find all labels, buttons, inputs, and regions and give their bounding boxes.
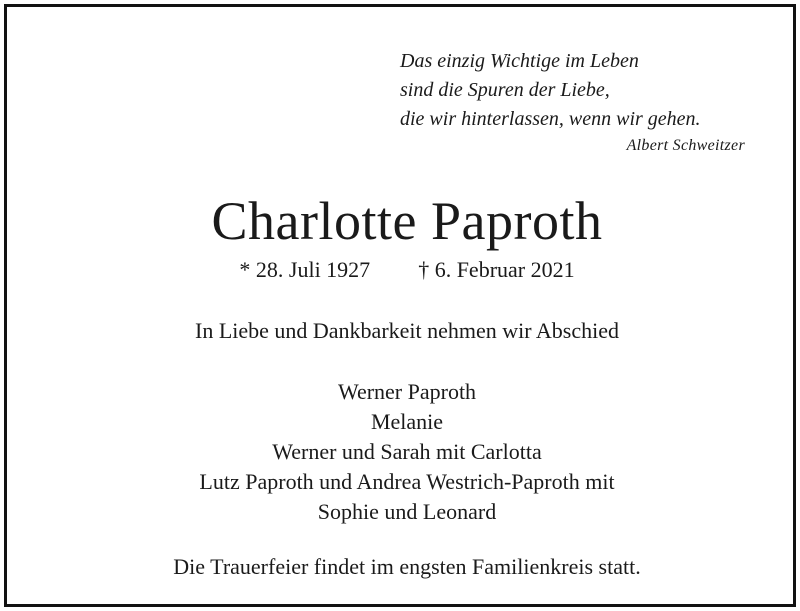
quote-author: Albert Schweitzer [626, 137, 745, 154]
family-member: Lutz Paproth und Andrea Westrich-Paproth mit [199, 469, 615, 494]
funeral-notice: Die Trauerfeier findet im engsten Familienkreis statt. [173, 554, 641, 579]
quote-line: Das einzig Wichtige im Leben [400, 50, 639, 72]
family-member: Melanie [370, 409, 444, 434]
quote [400, 47, 760, 134]
birth-date: * 28. Juli 1927 [239, 257, 371, 282]
family-member: Werner Paproth [337, 379, 477, 404]
obituary-frame [4, 4, 796, 607]
quote-line: sind die Spuren der Liebe, [400, 79, 610, 101]
deceased-name: Charlotte Paproth [211, 191, 603, 251]
family-member: Sophie und Leonard [317, 499, 497, 524]
family-member: Werner und Sarah mit Carlotta [272, 439, 542, 464]
death-date: † 6. Februar 2021 [418, 257, 575, 282]
family-list [7, 377, 800, 527]
quote-line: die wir hinterlassen, wenn wir gehen. [400, 108, 701, 130]
farewell-text: In Liebe und Dankbarkeit nehmen wir Abschied [195, 318, 619, 343]
life-dates [7, 255, 800, 285]
